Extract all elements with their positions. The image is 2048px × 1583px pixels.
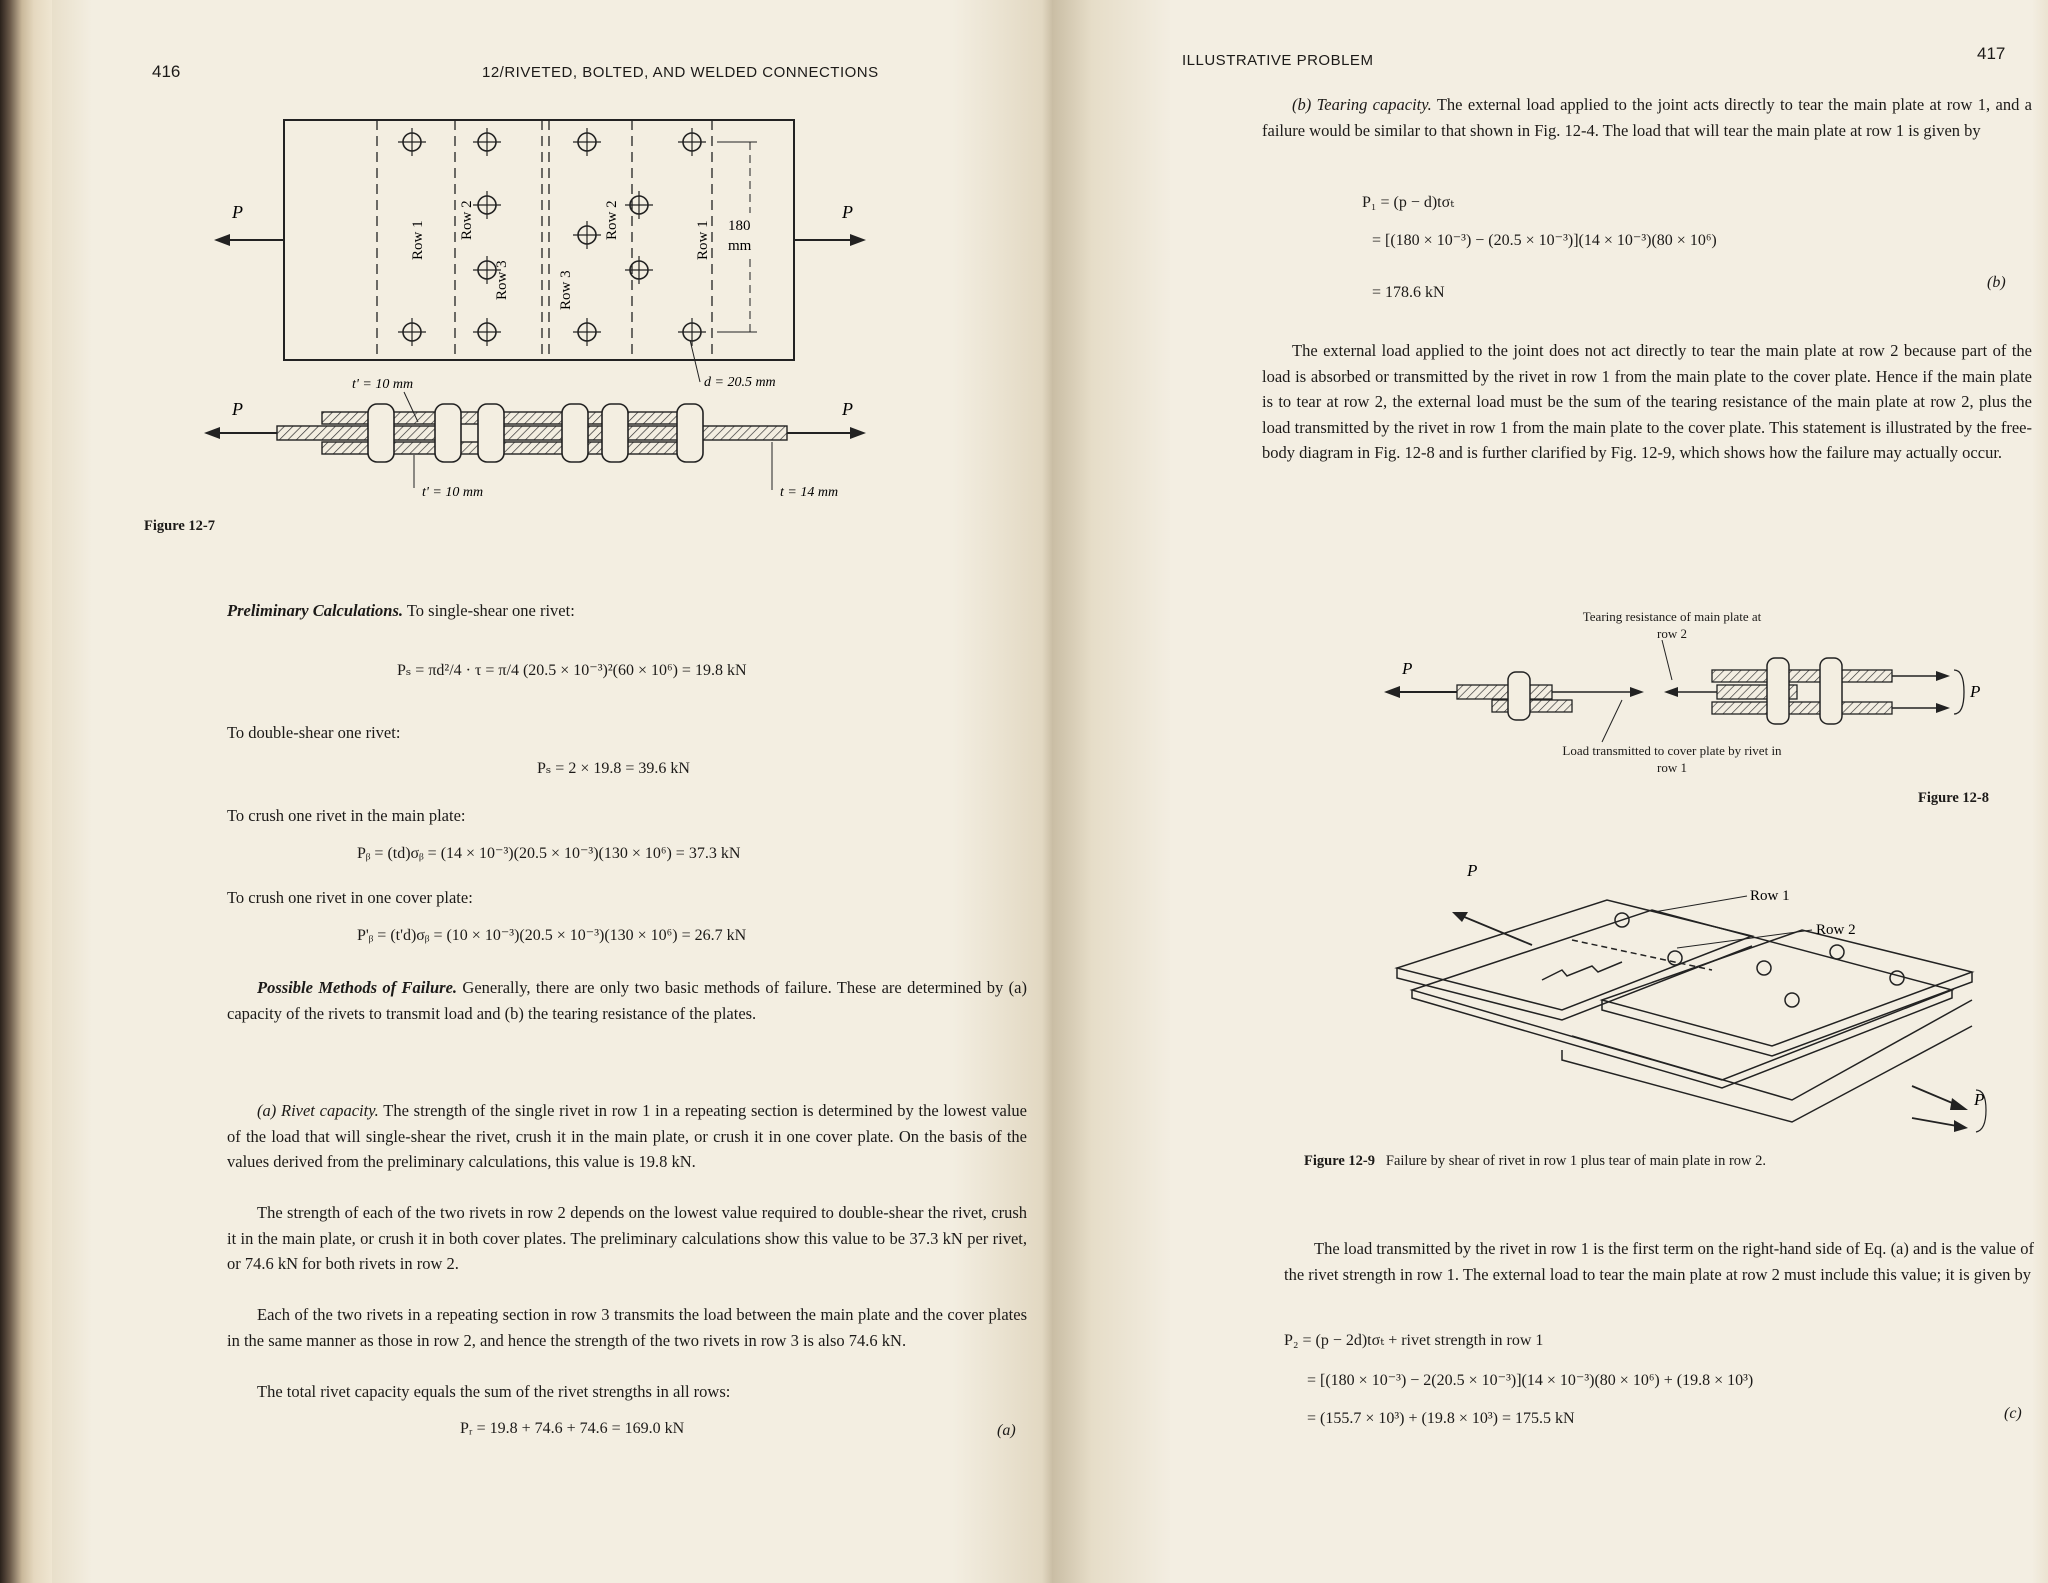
fig8-label-top: Tearing resistance of main plate at row 2 [1582, 609, 1762, 641]
eq-crush-main: Pᵦ = (td)σᵦ = (14 × 10⁻³)(20.5 × 10⁻³)(130 × 10⁶) = 37.3 kN [357, 845, 741, 862]
eq-p2-c: = (155.7 × 10³) + (19.8 × 10³) = 175.5 kN [1307, 1410, 1575, 1427]
eq-single-shear: Pₛ = πd²/4 · τ = π/4 (20.5 × 10⁻³)²(60 × 10⁶) = 19.8 kN [397, 662, 747, 679]
fig9-load-left: P [1467, 861, 1478, 880]
page-number: 417 [1977, 44, 2006, 63]
eq-p2-b: = [(180 × 10⁻³) − 2(20.5 × 10⁻³)](14 × 10⁻³)(80 × 10⁶) + (19.8 × 10³) [1307, 1372, 1754, 1389]
rivet-capacity-heading: (a) Rivet capacity. [257, 1101, 379, 1120]
pitch-label-top: 180 [728, 218, 751, 234]
eq-p1-c: = 178.6 kN [1372, 284, 1445, 301]
fig8-load-left: P [1402, 659, 1413, 678]
main-plate-thickness: t = 14 mm [780, 485, 839, 500]
eq-p2-tag: (c) [2004, 1405, 2022, 1422]
row2-paragraph: The strength of each of the two rivets in row 2 depends on the lowest value required to double-shear the rivet, crush it in the main plate, or crush it in both cover plates. The preliminary calculations show this value to be 37.3 kN per rivet, or 74.6 kN for both rivets in row 2. [227, 1203, 1027, 1273]
eq-total: Pᵣ = 19.8 + 74.6 + 74.6 = 169.0 kN [460, 1420, 685, 1437]
book-spine [0, 0, 52, 1583]
total-paragraph: The total rivet capacity equals the sum of the rivet strengths in all rows: [257, 1382, 731, 1401]
right-page [1052, 0, 2048, 1583]
cover-thickness-top: t' = 10 mm [352, 377, 414, 392]
methods-paragraph [227, 975, 1027, 1026]
section-load-right: P [842, 399, 853, 419]
row2-label-left: Row 2 [459, 200, 475, 240]
load-p-left: P [232, 202, 243, 222]
pitch-label-bottom: mm [728, 238, 752, 254]
eq-total-tag: (a) [997, 1422, 1016, 1439]
fig9-row1-label: Row 1 [1750, 888, 1790, 904]
row1-label-right: Row 1 [695, 220, 711, 260]
section-load-left: P [232, 399, 243, 419]
final-paragraph: The load transmitted by the rivet in row 1 is the first term on the right-hand side of Eq. (a) and is the value of the rivet strength in row 1. The external load to tear the main plate at row 2 must include this value; it is given by [1284, 1239, 2034, 1284]
running-header: ILLUSTRATIVE PROBLEM [1182, 52, 1374, 69]
figure-12-7-caption: Figure 12-7 [144, 518, 216, 534]
row2-label-right: Row 2 [604, 200, 620, 240]
fig8-label-bottom: Load transmitted to cover plate by rivet in row 1 [1562, 743, 1782, 775]
fig9-load-right: P [1974, 1090, 1985, 1109]
prelim-intro: To single-shear one rivet: [406, 601, 575, 620]
figure-12-9-label: Figure 12-9 [1304, 1153, 1376, 1169]
eq-p1-tag: (b) [1987, 274, 2006, 291]
figure-12-8 [1372, 640, 1992, 750]
eq-p2-a: P₂ = (p − 2d)tσₜ + rivet strength in row 1 [1284, 1332, 1544, 1349]
methods-heading: Possible Methods of Failure. [257, 978, 458, 997]
eq-p1-b: = [(180 × 10⁻³) − (20.5 × 10⁻³)](14 × 10⁻³)(80 × 10⁶) [1372, 232, 1717, 249]
tearing-paragraph [1262, 92, 2032, 143]
eq-double-shear: Pₛ = 2 × 19.8 = 39.6 kN [537, 760, 690, 777]
prelim-line [227, 598, 1027, 624]
figure-12-8-caption: Figure 12-8 [1918, 790, 1990, 806]
fig8-load-right: P [1970, 682, 1981, 701]
figure-12-9-text: Failure by shear of rivet in row 1 plus tear of main plate in row 2. [1385, 1153, 1767, 1169]
rivet-capacity-text: The strength of the single rivet in row 1 in a repeating section is determined by the lowest value of the load that will single-shear the rivet, crush it in the main plate, or crush it in one cover plate. On the basis of the values derived from the preliminary calculations, this value is 19.8 kN. [227, 1101, 1027, 1171]
row2-tearing-paragraph: The external load applied to the joint does not act directly to tear the main plate at row 2 because part of the load is absorbed or transmitted by the rivet in row 1 from the main plate to the cover plate. Hence if the main plate is to tear at row 2, the external load must be the sum of the tearing resistance of the main plate at row 2, plus the load transmitted by the rivet in row 1 from the main plate to the cover plate. This statement is illustrated by the free-body diagram in Fig. 12-8 and is further clarified by Fig. 12-9, which shows how the failure may actually occur. [1262, 341, 2032, 462]
methods-text: Generally, there are only two basic methods of failure. These are determined by (a) capacity of the rivets to transmit load and (b) the tearing resistance of the plates. [227, 978, 1027, 1023]
row3-label-right: Row 3 [558, 270, 574, 310]
load-p-right: P [842, 202, 853, 222]
row3-label-left: Row 3 [494, 260, 510, 300]
figure-12-9-caption [1304, 1153, 1766, 1170]
page-number: 416 [152, 62, 181, 81]
figure-12-9 [1392, 850, 1992, 1140]
figure-12-7 [152, 100, 932, 520]
rivet-capacity-paragraph [227, 1098, 1027, 1175]
double-shear-intro: To double-shear one rivet: [227, 723, 401, 742]
row3-paragraph: Each of the two rivets in a repeating section in row 3 transmits the load between the main plate and the cover plates in the same manner as those in row 2, and hence the strength of the two rivets in row 3 is also 74.6 kN. [227, 1305, 1027, 1350]
crush-cover-intro: To crush one rivet in one cover plate: [227, 888, 473, 907]
cover-thickness-bottom: t' = 10 mm [422, 485, 484, 500]
tearing-text: The external load applied to the joint acts directly to tear the main plate at row 1, and a failure would be similar to that shown in Fig. 12-4. The load that will tear the main plate at row 1 is given by [1262, 95, 2033, 140]
fig9-row2-label: Row 2 [1816, 922, 1856, 938]
left-page [52, 0, 1052, 1583]
running-header: 12/RIVETED, BOLTED, AND WELDED CONNECTIONS [482, 64, 879, 81]
crush-main-intro: To crush one rivet in the main plate: [227, 806, 466, 825]
row1-label-left: Row 1 [410, 220, 426, 260]
tearing-heading: (b) Tearing capacity. [1292, 95, 1432, 114]
eq-p1-a: P₁ = (p − d)tσₜ [1362, 194, 1455, 211]
eq-crush-cover: P'ᵦ = (t'd)σᵦ = (10 × 10⁻³)(20.5 × 10⁻³)(130 × 10⁶) = 26.7 kN [357, 927, 747, 944]
hole-diameter: d = 20.5 mm [704, 375, 776, 390]
prelim-heading: Preliminary Calculations. [227, 601, 404, 620]
